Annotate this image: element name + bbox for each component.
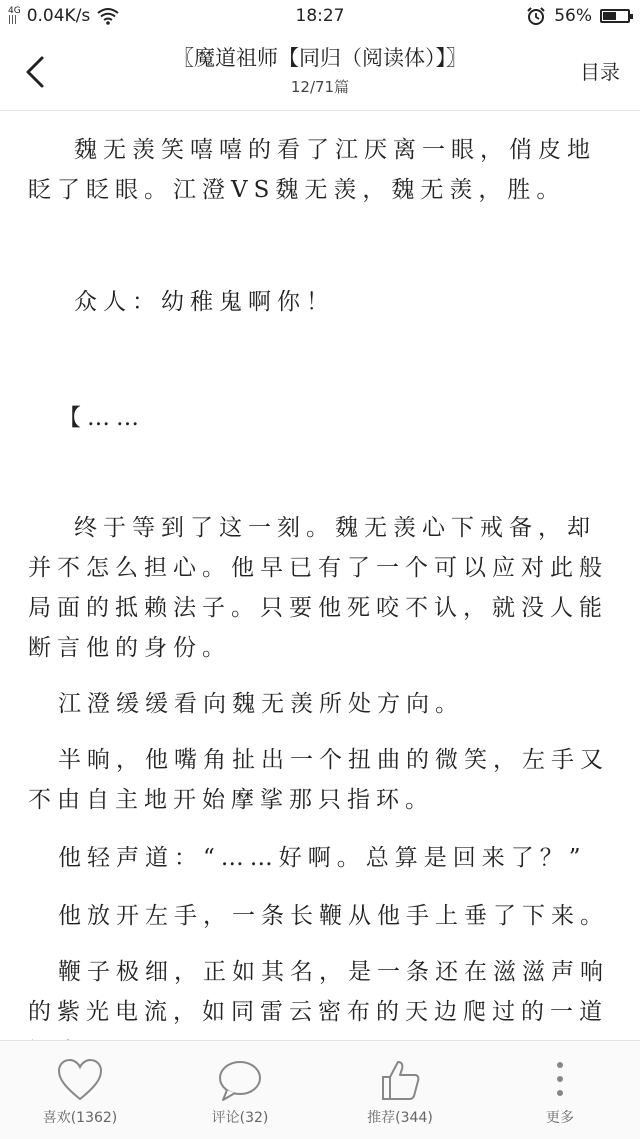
chapter-progress: 12/71篇: [290, 78, 350, 96]
like-label: 喜欢(1362): [42, 1110, 118, 1126]
like-button[interactable]: [20, 1041, 140, 1139]
paragraph: 鞭子极细，正如其名，是一条还在滋滋声响的紫光电流，如同雷云密布的天边爬过的一道: [28, 959, 609, 1025]
comment-icon: [215, 1057, 265, 1103]
network-type: 4G: [8, 6, 21, 16]
network-speed: 0.04K/s: [26, 6, 91, 26]
paragraph: 终于等到了这一刻。魏无羡心下戒备，却并不怎么担心。他早已有了一个可以应对此般局面的抵赖法子。只要他死咬不认，就没人能断言他的身份。: [28, 515, 608, 661]
heart-icon: [55, 1057, 105, 1103]
reader-header: [0, 34, 640, 111]
paragraph: 半晌，他嘴角扯出一个扭曲的微笑，左手又不由自主地开始摩挲那只指环。: [28, 747, 609, 813]
recommend-label: 推荐(344): [367, 1110, 433, 1126]
paragraph: 魏无羡笑嘻嘻的看了江厌离一眼，俏皮地眨了眨眼。江澄VS魏无羡，魏无羡，胜。: [28, 137, 596, 203]
battery-tip: [630, 14, 633, 19]
battery-percent: 56%: [554, 6, 592, 26]
status-right: [526, 6, 630, 26]
recommend-button[interactable]: [340, 1041, 460, 1139]
battery-icon: [600, 9, 630, 23]
status-bar: [0, 0, 640, 34]
more-button[interactable]: [500, 1041, 620, 1139]
more-vertical-icon: [535, 1057, 585, 1103]
paragraph: 他放开左手，一条长鞭从他手上垂了下来。: [58, 903, 609, 929]
thumbs-up-icon: [375, 1057, 425, 1103]
signal-bars-icon: |||: [8, 15, 18, 25]
paragraph: 他轻声道：“……好啊。总算是回来了？”: [58, 845, 587, 871]
comment-button[interactable]: [180, 1041, 300, 1139]
paragraph: 【……: [58, 405, 145, 431]
paragraph: 众人：幼稚鬼啊你！: [74, 289, 335, 315]
battery-fill: [603, 12, 616, 20]
reading-content[interactable]: [0, 110, 640, 1040]
title-block: [110, 42, 530, 97]
alarm-icon: [526, 6, 546, 26]
toc-button[interactable]: 目录: [580, 60, 620, 84]
bottom-action-bar: [0, 1040, 640, 1139]
comment-label: 评论(32): [211, 1110, 269, 1126]
paragraph: 江澄缓缓看向魏无羡所处方向。: [58, 691, 464, 717]
book-title: 〖魔道祖师【同归（阅读体）】〗: [173, 46, 467, 70]
back-icon[interactable]: [18, 52, 54, 92]
more-label: 更多: [546, 1110, 574, 1126]
clock: 18:27: [295, 6, 345, 26]
